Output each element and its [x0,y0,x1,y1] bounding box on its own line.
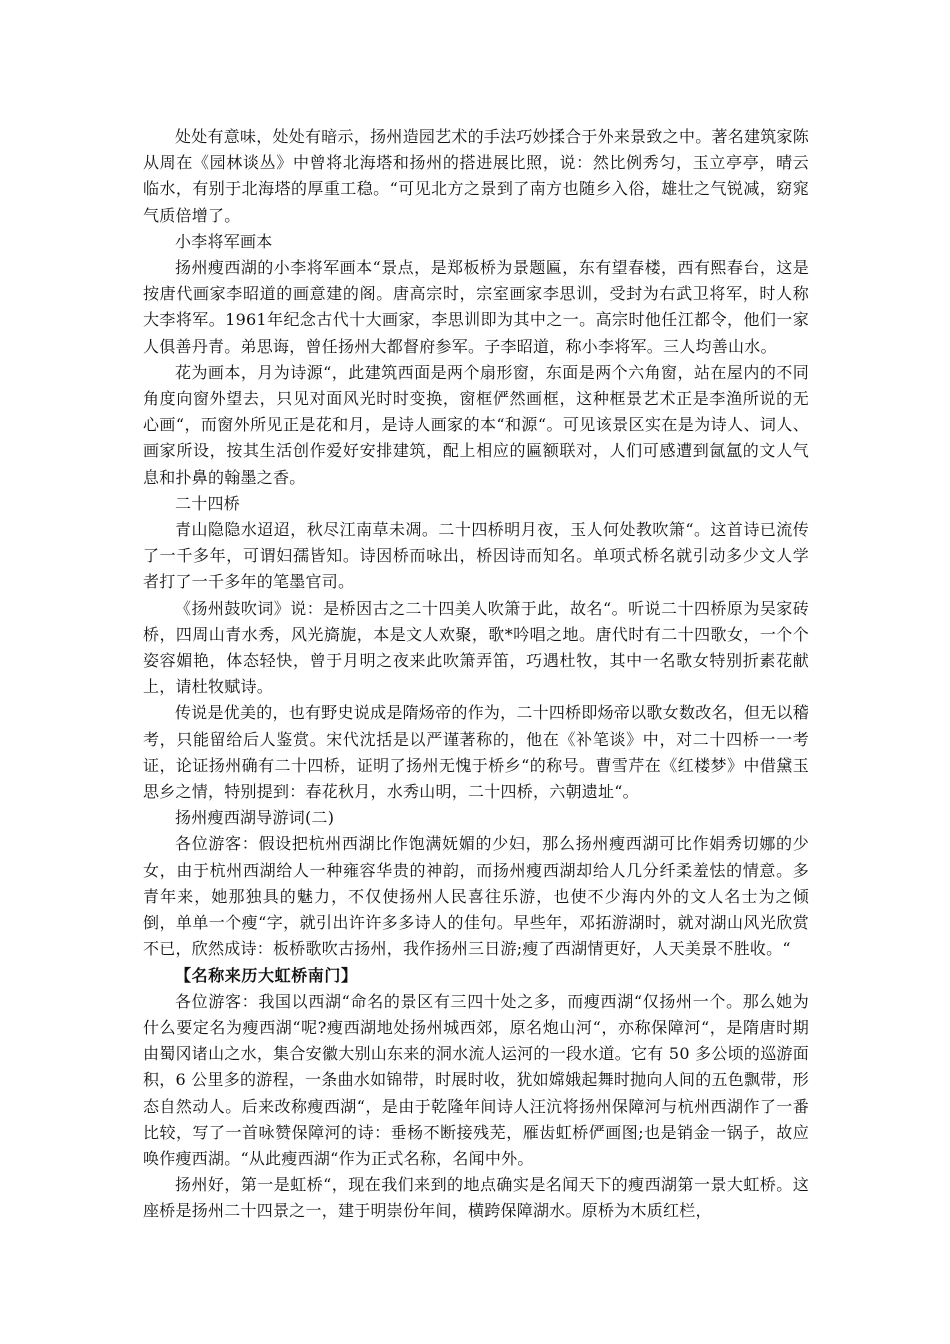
paragraph-bridge-history: 传说是优美的，也有野史说成是隋炀帝的作为，二十四桥即炀帝以歌女数改名，但无以稽考，只能留给后人鉴赏。宋代沈括是以严谨著称的，他在《补笔谈》中，对二十四桥一一考证，论证扬州确有二十四桥，证明了扬州无愧于桥乡“的称号。曹雪芹在《红楼梦》中借黛玉思乡之情，特别提到：春花秋月，水秀山明，二十四桥，六朝遗址“。 [143,703,809,802]
paragraph-name-origin: 各位游客：我国以西湖“命名的景区有三四十处之多，而瘦西湖“仅扬州一个。那么她为什么要定名为瘦西湖“呢?瘦西湖地处扬州城西郊，原名炮山河“，亦称保障河“，是隋唐时期由蜀冈诸山之水，集合安徽大别山东来的洞水流人运河的一段水道。它有 50 多公顷的巡游面积，6 公里多的游程，一条曲水如锦带，时展时收，犹如嫦娥起舞时抛向人间的五色飘带，形态自然动人。后来改称瘦西湖“，是由于乾隆年间诗人汪沆将扬州保障河与杭州西湖作了一番比较，写了一首咏赞保障河的诗：垂杨不断接残芜，雁齿虹桥俨画图;也是销金一锅子，故应唤作瘦西湖。“从此瘦西湖“作为正式名称，名闻中外。 [143,991,809,1168]
paragraph-bridge-legend: 《扬州鼓吹词》说：是桥因古之二十四美人吹箫于此，故名“。听说二十四桥原为吴家砖桥，四周山青水秀，风光旖旎，本是文人欢聚，歌*吟唱之地。唐代时有二十四歌女，一个个姿容媚艳，体态轻快，曾于月明之夜来此吹箫弄笛，巧遇杜牧，其中一名歌女特别折素花献上，请杜牧赋诗。 [143,598,809,697]
heading-twenty-four-bridge: 二十四桥 [175,493,241,513]
paragraph-garden-art: 处处有意味，处处有暗示，扬州造园艺术的手法巧妙揉合于外来景致之中。著名建筑家陈从周在《园林谈丛》中曾将北海塔和扬州的搭进展比照，说：然比例秀匀，玉立亭亭，晴云临水，有别于北海塔的厚重工稳。“可见北方之景到了南方也随乡入俗，雄壮之气锐减，窈窕气质倍增了。 [143,127,809,225]
heading-name-origin: 【名称来历大虹桥南门】 [175,965,358,985]
paragraph-xiaoli-scene: 扬州瘦西湖的小李将军画本“景点，是郑板桥为景题匾，东有望春楼，西有熙春台，这是按唐代画家李昭道的画意建的阁。唐高宗时，宗室画家李思训，受封为右武卫将军，时人称大李将军。1961年纪念古代十大画家，李思训即为其中之一。高宗时他任江都令，他们一家人俱善丹青。弟思诲，曾任扬州大都督府参军。子李昭道，称小李将军。三人均善山水。 [143,258,809,356]
paragraph-bridge-poem: 青山隐隐水迢迢，秋尽江南草未凋。二十四桥明月夜，玉人何处教吹箫“。这首诗已流传了一千多年，可谓妇孺皆知。诗因桥而咏出，桥因诗而知名。单项式桥名就引动多少文人学者打了一千多年的笔墨官司。 [143,520,809,592]
heading-xiaoli-general: 小李将军画本 [175,231,273,251]
heading-guide-two: 扬州瘦西湖导游词(二) [175,808,335,828]
paragraph-hong-bridge: 扬州好，第一是虹桥“，现在我们来到的地点确实是名闻天下的瘦西湖第一景大虹桥。这座桥是扬州二十四景之一，建于明崇份年间，横跨保障湖水。原桥为木质红栏， [143,1175,809,1221]
paragraph-flower-moon: 花为画本，月为诗源“，此建筑西面是两个扇形窗，东面是两个六角窗，站在屋内的不同角度向窗外望去，只见对面风光时时变换，窗框俨然画框，这种框景艺术正是李渔所说的无心画“，而窗外所见正是花和月，是诗人画家的本“和源“。可见该景区实在是为诗人、词人、画家所设，按其生活创作爱好安排建筑，配上相应的匾额联对，人们可感遭到氤氲的文人气息和扑鼻的翰墨之香。 [143,362,809,487]
paragraph-guide-intro: 各位游客：假设把杭州西湖比作饱满妩媚的少妇，那么扬州瘦西湖可比作娟秀切娜的少女，由于杭州西湖给人一种雍容华贵的神韵，而扬州瘦西湖却给人几分纤柔羞怯的情意。多青年来，她那独具的魅力，不仅使扬州人民喜往乐游，也使不少海内外的文人名士为之倾倒，单单一个瘦“字，就引出许许多多诗人的佳句。早些年，邓拓游湖时，就对湖山风光欣赏不已，欣然成诗：板桥歌吹古扬州，我作扬州三日游;瘦了西湖情更好，人天美景不胜收。“ [143,834,809,959]
document-body [143,124,809,1225]
